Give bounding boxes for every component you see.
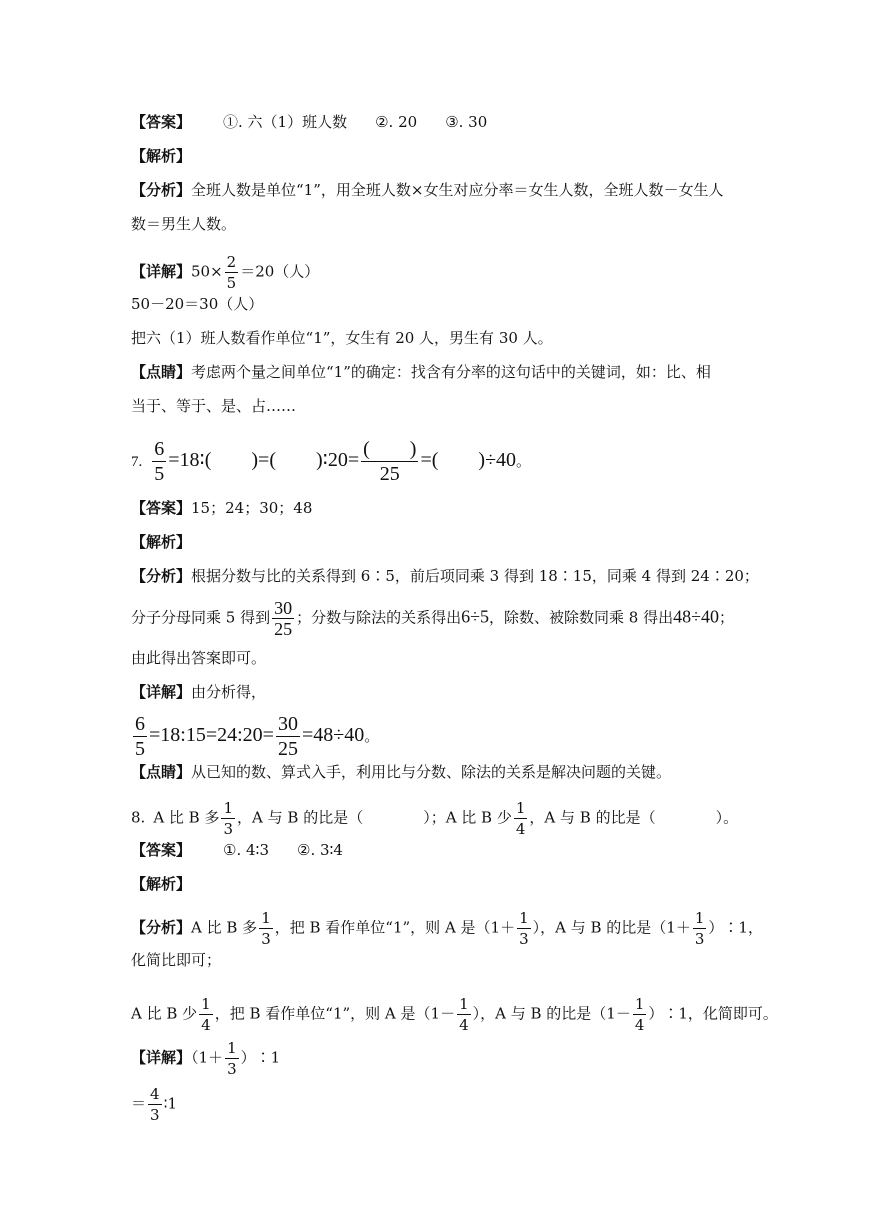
analysis-tag: 【解析】: [131, 875, 192, 893]
denominator: 4: [634, 1016, 645, 1034]
comment-tag: 【点睛】: [131, 763, 192, 781]
question-number: 7.: [131, 454, 143, 471]
fraction: [199, 994, 213, 1035]
numerator: 1: [515, 799, 526, 817]
period: 。: [364, 729, 380, 746]
fraction: [693, 908, 707, 949]
detail-expr: ＝: [131, 1094, 147, 1113]
answer-tag: 【答案】: [131, 841, 192, 859]
q8-detail-line-2: [131, 1084, 177, 1125]
denominator: 4: [515, 820, 526, 838]
answer-part: ③. 30: [445, 113, 488, 131]
question-text: ，A 与 B 的比是（ ）。: [529, 808, 739, 827]
denominator: 25: [379, 463, 400, 485]
answer-part: ②. 20: [375, 113, 418, 131]
answer-part: ①. 4∶3: [223, 841, 269, 859]
detail-expr: ）∶1: [240, 1048, 281, 1067]
fenxi-text: 全班人数是单位“1”，用全班人数×女生对应分率＝女生人数，全班人数－女生人: [191, 181, 724, 199]
denominator: 3: [694, 930, 705, 948]
fenxi-tag: 【分析】: [131, 918, 192, 937]
q8-question: [131, 798, 738, 839]
fenxi-text: 根据分数与比的关系得到 6∶5，前后项同乘 3 得到 18∶15，同乘 4 得到 24∶20；: [191, 567, 759, 585]
detail-tag: 【详解】: [131, 1048, 192, 1067]
question-expr: =18∶( )=( )∶20=: [168, 449, 360, 472]
fraction: [225, 1038, 239, 1079]
comment-text: 从已知的数、算式入手，利用比与分数、除法的关系是解决问题的关键。: [191, 763, 672, 781]
fraction: [152, 437, 166, 486]
answer-text: 15；24；30；48: [191, 499, 313, 517]
detail-text: 由分析得，: [191, 683, 267, 701]
fraction: [276, 712, 300, 761]
fenxi-text: ）∶1，: [708, 918, 763, 937]
q6-conclusion: 把六（1）班人数看作单位“1”，女生有 20 人，男生有 30 人。: [131, 329, 553, 347]
q8-answer-line: [131, 840, 343, 860]
answer-tag: 【答案】: [131, 499, 192, 517]
comment-text: 考虑两个量之间单位“1”的确定：找含有分率的这句话中的关键词，如：比、相: [191, 363, 711, 381]
q7-detail-line: [131, 682, 266, 702]
question-number: 8.: [131, 808, 146, 827]
q6-comment-line-1: [131, 362, 711, 382]
math-expr: =18:15=24:20=: [149, 724, 274, 747]
q6-calc-line: 50－20＝30（人）: [131, 295, 264, 313]
question-text: A 比 B 多: [153, 808, 220, 827]
numerator: 2: [226, 253, 237, 271]
comment-tag: 【点睛】: [131, 363, 192, 381]
detail-tag: 【详解】: [131, 262, 192, 281]
fenxi-text: ），A 与 B 的比是（1＋: [532, 918, 691, 937]
denominator: 5: [226, 274, 237, 292]
fenxi-tag: 【分析】: [131, 567, 192, 585]
numerator: 30: [274, 598, 293, 618]
denominator: 25: [274, 619, 293, 639]
q7-fenxi-line-3: 由此得出答案即可。: [131, 649, 267, 667]
numerator: ( ): [363, 438, 417, 460]
numerator: 30: [277, 713, 298, 735]
fraction: [272, 598, 294, 639]
answer-part: ②. 3∶4: [297, 841, 343, 859]
analysis-tag: 【解析】: [131, 533, 192, 551]
detail-expr: ∶1: [163, 1094, 178, 1113]
fenxi-text: ；: [718, 608, 734, 627]
answer-tag: 【答案】: [131, 113, 192, 131]
fenxi-text: A 比 B 多: [191, 918, 258, 937]
numerator: 1: [223, 799, 234, 817]
numerator: 1: [634, 995, 645, 1013]
fraction: [633, 994, 647, 1035]
fraction: [225, 252, 239, 293]
q8-fenxi-line-3: [131, 994, 778, 1035]
fraction: [221, 798, 235, 839]
numerator: 1: [694, 909, 705, 927]
fenxi-text: ），A 与 B 的比是（1－: [472, 1004, 631, 1023]
fenxi-text: ，把 B 看作单位“1”，则 A 是（1＋: [274, 918, 516, 937]
q6-answer-line: [131, 112, 487, 132]
analysis-tag: 【解析】: [131, 147, 192, 165]
fenxi-text: ；分数与除法的关系得出: [296, 608, 462, 627]
fraction: [457, 994, 471, 1035]
q6-fenxi-line-1: [131, 180, 723, 200]
q7-comment-line: [131, 762, 671, 782]
q8-fenxi-line-2: 化简比即可；: [131, 951, 222, 969]
numerator: 1: [201, 995, 211, 1013]
q7-fenxi-line-2: [131, 598, 734, 639]
denominator: 25: [277, 738, 298, 760]
q6-detail-line: [131, 252, 319, 293]
detail-tag: 【详解】: [131, 683, 192, 701]
q8-detail-line-1: [131, 1038, 280, 1079]
fenxi-text: 分子分母同乘 5 得到: [131, 608, 271, 627]
denominator: 3: [150, 1106, 160, 1124]
q8-fenxi-line-1: [131, 908, 763, 949]
fraction: [517, 908, 531, 949]
denominator: 5: [154, 463, 165, 485]
numerator: 1: [519, 909, 529, 927]
math-expr: 48÷40: [673, 606, 719, 627]
fenxi-text: ，除数、被除数同乘 8 得出: [489, 608, 674, 627]
detail-expr: ＝20（人）: [240, 262, 320, 281]
detail-expr: 50×: [191, 262, 223, 281]
math-expr: =48÷40: [301, 724, 365, 747]
fraction: [148, 1084, 162, 1125]
denominator: 4: [201, 1016, 211, 1034]
fraction: [259, 908, 273, 949]
fraction: [361, 437, 418, 486]
denominator: 4: [459, 1016, 469, 1034]
fenxi-text: ，把 B 看作单位“1”，则 A 是（1－: [214, 1004, 456, 1023]
denominator: 3: [227, 1060, 237, 1078]
question-expr: =( )÷40: [420, 449, 517, 472]
numerator: 1: [459, 995, 469, 1013]
denominator: 3: [223, 820, 234, 838]
q7-question: [131, 437, 531, 486]
numerator: 6: [135, 713, 145, 735]
question-text: ，A 与 B 的比是（ ）；A 比 B 少: [237, 808, 512, 827]
math-expr: 6÷5: [461, 606, 489, 627]
q7-fenxi-line-1: [131, 566, 759, 586]
detail-expr: （1＋: [191, 1048, 224, 1067]
denominator: 3: [261, 930, 271, 948]
numerator: 1: [227, 1039, 237, 1057]
fenxi-tag: 【分析】: [131, 181, 192, 199]
q6-fenxi-line-2: 数＝男生人数。: [131, 215, 237, 233]
fenxi-text: A 比 B 少: [131, 1004, 198, 1023]
fraction: [133, 712, 147, 761]
fenxi-text: ）∶1，化简即可。: [648, 1004, 778, 1023]
numerator: 1: [261, 909, 271, 927]
answer-part: ①. 六（1）班人数: [223, 113, 348, 131]
denominator: 3: [519, 930, 529, 948]
numerator: 4: [150, 1085, 160, 1103]
q7-answer-line: [131, 498, 312, 518]
q6-comment-line-2: 当于、等于、是、占……: [131, 397, 297, 415]
fraction: [514, 798, 528, 839]
question-end: 。: [516, 454, 532, 471]
denominator: 5: [135, 738, 145, 760]
q7-result-line: [131, 712, 379, 761]
numerator: 6: [154, 438, 165, 460]
